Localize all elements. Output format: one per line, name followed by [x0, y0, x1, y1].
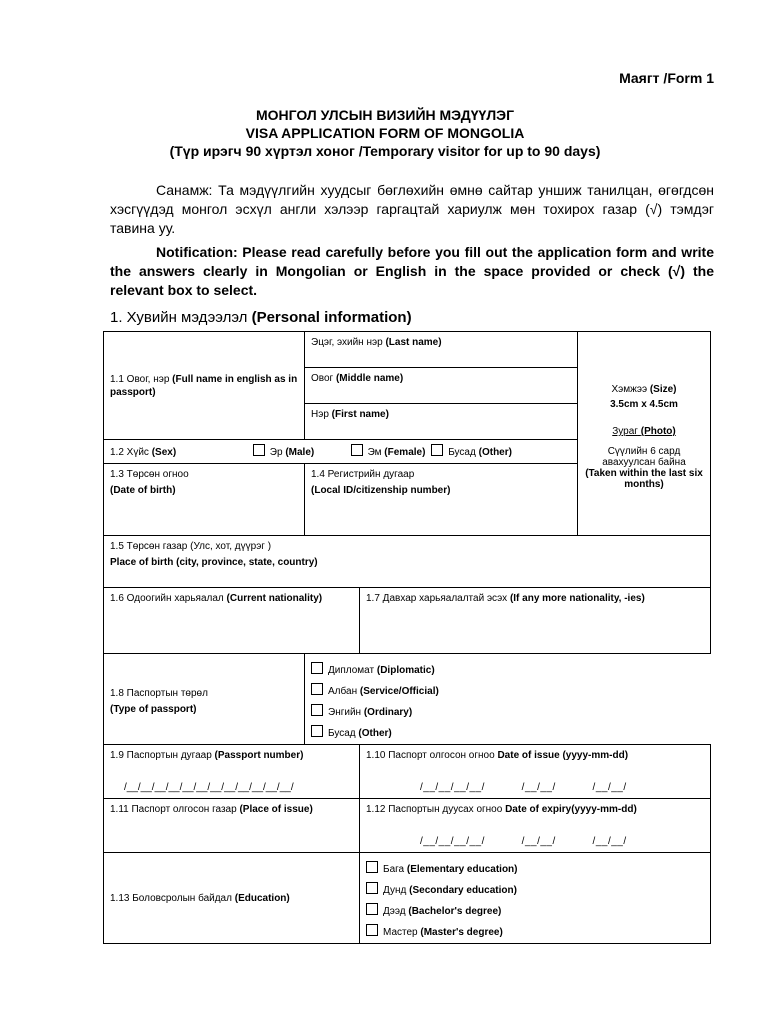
pob-label-mn: 1.5 Төрсөн газар (Улс, хот, дүүрэг ) [110, 541, 272, 552]
full-name-label-en: (Full name in english as in passport) [110, 373, 298, 398]
male-label-en: (Male) [285, 447, 315, 458]
photo-label-mn: Зураг [612, 426, 638, 437]
secondary-label-mn: Дунд [383, 885, 407, 896]
education-master[interactable] [366, 924, 704, 939]
date-of-expiry-field[interactable] [360, 799, 711, 853]
first-name-field[interactable] [305, 404, 578, 440]
issue-month-blanks: /__/__/ [521, 782, 556, 793]
education-label-mn: 1.13 Боловсролын байдал [110, 892, 232, 904]
middle-name-field[interactable] [305, 368, 578, 404]
passport-type-label-en: (Type of passport) [110, 703, 197, 715]
local-id-field[interactable] [305, 464, 578, 536]
expiry-month-blanks: /__/__/ [521, 836, 556, 847]
first-name-label-en: (First name) [331, 409, 389, 420]
female-label-mn: Эм [367, 447, 382, 458]
sex-option-male[interactable] [253, 444, 348, 459]
middle-name-label-mn: Овог [311, 373, 334, 384]
place-of-birth-field[interactable] [104, 536, 711, 588]
full-name-label-mn: 1.1 Овог, нэр [110, 373, 170, 385]
section-title-en: (Personal information) [251, 309, 412, 326]
photo-instructions [584, 383, 704, 490]
education-label-cell [104, 853, 360, 944]
passport-type-official[interactable] [311, 683, 705, 698]
local-id-label-en: (Local ID/citizenship number) [311, 485, 451, 496]
master-label-mn: Мастер [383, 927, 418, 938]
sex-option-female[interactable] [351, 444, 426, 459]
other-sex-label-en: (Other) [478, 447, 512, 458]
photo-dimensions: 3.5cm x 4.5cm [610, 399, 678, 410]
passport-number-label-en: (Passport number) [214, 750, 304, 761]
other-sex-checkbox[interactable] [431, 444, 443, 456]
secondary-checkbox[interactable] [366, 882, 378, 894]
sex-label-mn: 1.2 Хүйс [110, 447, 149, 458]
secondary-label-en: (Secondary education) [409, 885, 517, 896]
education-bachelor[interactable] [366, 903, 704, 918]
dob-label-en: (Date of birth) [110, 485, 176, 496]
notice-mongolian: Санамж: Та мэдүүлгийн хуудсыг бөглөхийн өмнө сайтар уншиж танилцан, өгөгдсөн хэсгүүдэд монгол эсхүл англи хэлээр гаргацтай хариулж мөн тохирох газар (√) тэмдэг тавина уу. [110, 182, 714, 236]
pob-label-en: Place of birth (city, province, state, country) [110, 557, 318, 568]
place-of-issue-label-mn: 1.11 Паспорт олгосон газар [110, 804, 237, 815]
photo-recent-en: (Taken within the last six months) [585, 468, 703, 490]
last-name-label-en: (Last name) [385, 337, 442, 348]
first-name-label-mn: Нэр [311, 409, 329, 420]
bachelor-label-mn: Дээд [383, 906, 406, 917]
full-name-label-cell [104, 332, 305, 440]
personal-info-table [103, 331, 711, 944]
education-secondary[interactable] [366, 882, 704, 897]
education-label-en: (Education) [234, 892, 290, 904]
female-label-en: (Female) [384, 447, 426, 458]
passport-type-diplomatic[interactable] [311, 662, 705, 677]
passport-type-other[interactable] [311, 725, 705, 740]
last-name-label-mn: Эцэг, эхийн нэр [311, 337, 383, 348]
passport-type-ordinary[interactable] [311, 704, 705, 719]
passport-number-blanks: /__/__/__/__/__/__/__/__/__/__/__/__/ [124, 782, 294, 793]
last-name-field[interactable] [305, 332, 578, 368]
diplomatic-label-en: (Diplomatic) [376, 665, 435, 676]
sex-label-en: (Sex) [151, 447, 177, 458]
issue-day-blanks: /__/__/ [592, 782, 627, 793]
ordinary-label-en: (Ordinary) [363, 707, 413, 718]
female-checkbox[interactable] [351, 444, 363, 456]
official-label-en: (Service/Official) [359, 686, 439, 697]
elementary-label-mn: Бага [383, 864, 405, 875]
master-label-en: (Master's degree) [420, 927, 503, 938]
expiry-date-label-en: Date of expiry(yyyy-mm-dd) [505, 804, 637, 815]
other-passport-checkbox[interactable] [311, 725, 323, 737]
diplomatic-label-mn: Дипломат [328, 665, 375, 676]
place-of-issue-label-en: (Place of issue) [239, 804, 313, 815]
other-passport-label-en: (Other) [358, 728, 392, 739]
more-nationality-label-en: (If any more nationality, -ies) [509, 593, 645, 604]
master-checkbox[interactable] [366, 924, 378, 936]
title-subtitle: (Түр ирэгч 90 хүртэл хоног /Temporary visitor for up to 90 days) [169, 143, 601, 159]
passport-number-field[interactable] [104, 745, 360, 799]
other-passport-label-mn: Бусад [328, 728, 356, 739]
official-label-mn: Албан [328, 686, 358, 697]
diplomatic-checkbox[interactable] [311, 662, 323, 674]
other-sex-label-mn: Бусад [448, 447, 476, 458]
date-of-birth-field[interactable] [104, 464, 305, 536]
sex-row [104, 440, 578, 464]
passport-type-options [305, 654, 711, 745]
nationality-label-en: (Current nationality) [226, 593, 323, 604]
photo-size-label-mn: Хэмжээ [611, 384, 648, 395]
bachelor-checkbox[interactable] [366, 903, 378, 915]
male-checkbox[interactable] [253, 444, 265, 456]
photo-size-label-en: (Size) [649, 384, 677, 395]
dob-label-mn: 1.3 Төрсөн огноо [110, 469, 189, 480]
issue-date-label-en: Date of issue (yyyy-mm-dd) [497, 750, 629, 761]
photo-box[interactable] [578, 332, 711, 536]
passport-type-label-mn: 1.8 Паспортын төрөл [110, 687, 208, 699]
nationality-label-mn: 1.6 Одоогийн харьяалал [110, 593, 224, 604]
sex-option-other[interactable] [431, 444, 512, 459]
date-of-issue-field[interactable] [360, 745, 711, 799]
passport-type-label-cell [104, 654, 305, 745]
form-number: Маягт /Form 1 [619, 70, 714, 86]
issue-year-blanks: /__/__/__/__/ [420, 782, 485, 793]
photo-recent-mn: Сүүлийн 6 сард авахуулсан байна [602, 446, 686, 468]
expiry-day-blanks: /__/__/ [592, 836, 627, 847]
local-id-label-mn: 1.4 Регистрийн дугаар [311, 469, 415, 480]
place-of-issue-field[interactable] [104, 799, 360, 853]
section-personal-information [110, 309, 412, 326]
male-label-mn: Эр [269, 447, 283, 458]
education-elementary[interactable] [366, 861, 704, 876]
title-english: VISA APPLICATION FORM OF MONGOLIA [245, 125, 525, 141]
elementary-label-en: (Elementary education) [406, 864, 518, 875]
ordinary-checkbox[interactable] [311, 704, 323, 716]
section-number-mn: 1. Хувийн мэдээлэл [110, 309, 248, 326]
more-nationality-label-mn: 1.7 Давхар харьяалалтай эсэх [366, 593, 508, 604]
current-nationality-field[interactable] [104, 588, 360, 654]
expiry-date-label-mn: 1.12 Паспортын дуусах огноо [366, 804, 503, 815]
elementary-checkbox[interactable] [366, 861, 378, 873]
expiry-year-blanks: /__/__/__/__/ [420, 836, 485, 847]
notice-english: Notification: Please read carefully before you fill out the application form and write the answers clearly in Mongolian or English in the space provided or check (√) the relevant box to select. [110, 244, 714, 298]
official-checkbox[interactable] [311, 683, 323, 695]
photo-label-en: (Photo) [640, 426, 676, 437]
education-options [360, 853, 711, 944]
ordinary-label-mn: Энгийн [328, 707, 362, 718]
issue-date-label-mn: 1.10 Паспорт олгосон огноо [366, 750, 495, 761]
title-mongolian: МОНГОЛ УЛСЫН ВИЗИЙН МЭДҮҮЛЭГ [255, 107, 515, 123]
passport-number-label-mn: 1.9 Паспортын дугаар [110, 750, 212, 761]
bachelor-label-en: (Bachelor's degree) [408, 906, 502, 917]
more-nationality-field[interactable] [360, 588, 711, 654]
middle-name-label-en: (Middle name) [335, 373, 404, 384]
